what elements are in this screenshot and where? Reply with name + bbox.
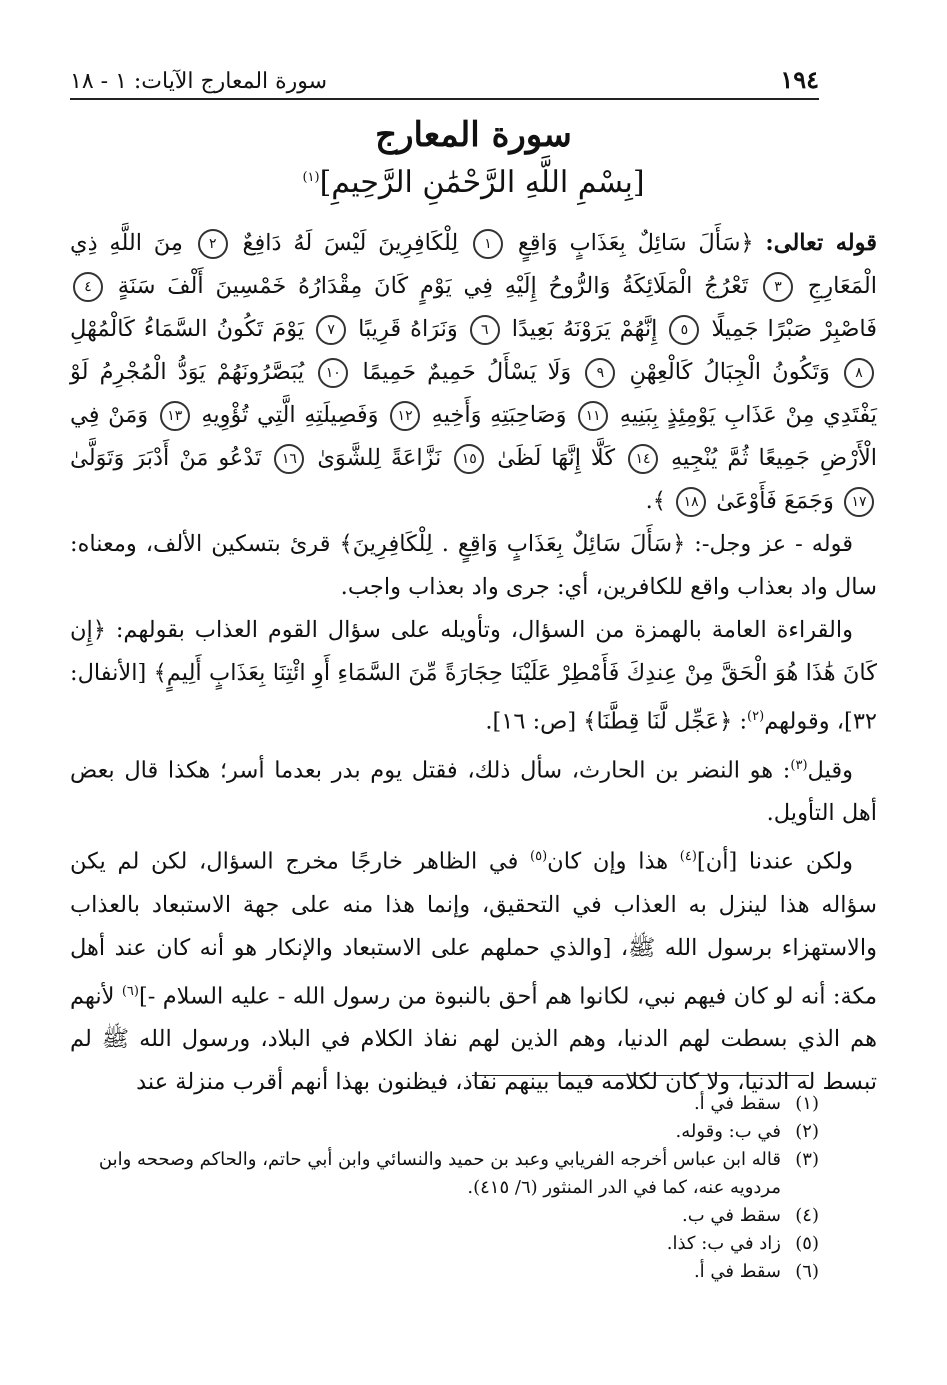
ayah-text: وَفَصِيلَتِهِ الَّتِي تُؤْوِيهِ [201, 402, 379, 428]
footnote-ref: (١) [302, 170, 320, 185]
basmala [0, 165, 947, 200]
paragraph-text: ولكن عندنا [أن] [696, 848, 853, 875]
ayah-text: فَاصْبِرْ صَبْرًا جَمِيلًا [711, 316, 878, 342]
ayah-text: نَزَّاعَةً لِلشَّوَىٰ [317, 445, 442, 471]
paragraph [70, 744, 877, 836]
paragraph-text: : ﴿عَجِّل لَّنَا قِطَّنَا﴾ [ص: ١٦]. [485, 708, 748, 735]
paragraph-text: لأنهم هم الذي بسطت لهم الدنيا، وهم الذين لهم نفاذ الكلام في البلاد، ورسول الله ﷺ لم تبسط له الدنيا، ولا كان لكلامه فيما بينهم نفاذ، فيظنون بهذا أنهم أقرب منزلة عند [70, 983, 877, 1095]
body-text [70, 222, 877, 1104]
ayah-number-marker: ٤ [73, 272, 103, 302]
ayah-text: كَلَّا إِنَّهَا لَظَىٰ [497, 445, 616, 471]
footnote [60, 1202, 819, 1230]
paragraph-text: في الظاهر خارجًا مخرج السؤال، لكن لم يكن سؤاله هذا لينزل به العذاب في التحقيق، وإنما هذا منه على جهة الاستبعاد بالعذاب والاستهزاء برسول الله ﷺ، [والذي حملهم على الاستبعاد والإنكار هو أنه كان عند أهل مكة: أنه لو كان فيهم نبي، لكانوا هم أحق بالنبوة من رسول الله - عليه السلام -] [70, 848, 877, 1009]
quote-close: ﴾. [645, 488, 666, 514]
ayah-text: وَتَكُونُ الْجِبَالُ كَالْعِهْنِ [629, 359, 830, 385]
paragraph [70, 835, 877, 1104]
footnote-number: (٥) [795, 1233, 819, 1254]
ayah-number-marker: ١٧ [844, 487, 874, 517]
ayah-number-marker: ١٠ [318, 358, 348, 388]
footnote-number: (٣) [795, 1149, 819, 1170]
ayah-number-marker: ٨ [844, 358, 874, 388]
ayah-text: وَجَمَعَ فَأَوْعَىٰ [716, 488, 834, 514]
ayah-number-marker: ١٤ [628, 444, 658, 474]
ayah-number-marker: ١٥ [454, 444, 484, 474]
footnote-text: في ب: وقوله. [675, 1121, 781, 1142]
quran-passage [70, 222, 877, 523]
ayah-text: وَصَاحِبَتِهِ وَأَخِيهِ [431, 402, 567, 428]
ayah-text: وَلَا يَسْأَلُ حَمِيمٌ حَمِيمًا [362, 359, 572, 385]
quote-open: ﴿ [740, 230, 754, 256]
surah-title: سورة المعارج [375, 115, 572, 155]
ayah-text: وَنَرَاهُ قَرِيبًا [358, 316, 458, 342]
paragraph-text: وقيل [807, 757, 853, 783]
footnote-ref: (٥) [530, 849, 548, 864]
ayah-number-marker: ١ [473, 229, 503, 259]
footnote [60, 1118, 819, 1146]
ayah-number-marker: ١١ [578, 401, 608, 431]
passage-lead: قوله تعالى: [765, 230, 878, 256]
ayah-number-marker: ١٣ [160, 401, 190, 431]
ayah-number-marker: ١٢ [390, 401, 420, 431]
running-header [70, 62, 819, 100]
ayat-list [70, 230, 877, 514]
footnote-divider [472, 1075, 809, 1076]
ayah-text: إِنَّهُمْ يَرَوْنَهُ بَعِيدًا [511, 316, 658, 342]
footnote-ref: (٢) [747, 709, 765, 724]
ayah-text: تَعْرُجُ الْمَلَائِكَةُ وَالرُّوحُ إِلَيْهِ فِي يَوْمٍ كَانَ مِقْدَارُهُ خَمْسِينَ أَلْفَ سَنَةٍ [117, 273, 749, 299]
footnote-number: (٤) [795, 1205, 819, 1226]
footnote-text: سقط في ب. [682, 1205, 781, 1226]
footnote-ref: (٦) [121, 983, 139, 999]
ayah-text: لِلْكَافِرِينَ لَيْسَ لَهُ دَافِعٌ [242, 230, 459, 256]
footnote-number: (٦) [795, 1261, 819, 1282]
footnote-text: سقط في أ. [693, 1093, 781, 1114]
footnote-ref: (٤) [679, 849, 697, 864]
paragraph-text: : هو النضر بن الحارث، سأل ذلك، فقتل يوم بدر بعدما أسر؛ هكذا قال بعض أهل التأويل. [70, 757, 877, 826]
running-title: سورة المعارج الآيات: ١ - ١٨ [70, 69, 328, 94]
footnote-text: سقط في أ. [693, 1261, 781, 1282]
page-number: ١٩٤ [780, 65, 819, 94]
paragraph: قوله - عز وجل-: ﴿سَأَلَ سَائِلٌ بِعَذَابٍ وَاقِعٍ . لِلْكَافِرِينَ﴾ قرئ بتسكين الألف، ومعناه: سال واد بعذاب واقع للكافرين، أي: جرى واد بعذاب واجب. [70, 531, 877, 600]
ayah-text: مِنَ اللَّهِ ذِي الْمَعَارِجِ [70, 230, 877, 299]
footnote-text: قاله ابن عباس أخرجه الفريابي وعبد بن حميد والنسائي وابن أبي حاتم، والحاكم وصححه وابن مردويه عنه، كما في الدر المنثور (٦/ ٤١٥). [98, 1149, 781, 1198]
footnote-number: (٢) [795, 1121, 819, 1142]
ayah-text: تَدْعُو مَنْ أَدْبَرَ وَتَوَلَّىٰ [70, 445, 262, 471]
ayah-number-marker: ٦ [470, 315, 500, 345]
ayah-number-marker: ١٨ [676, 487, 706, 517]
ayah-number-marker: ١٦ [274, 444, 304, 474]
basmala-text: [بِسْمِ اللَّهِ الرَّحْمَٰنِ الرَّحِيمِ] [319, 165, 645, 200]
footnotes [60, 1090, 819, 1286]
ayah-text: وَمَنْ فِي الْأَرْضِ جَمِيعًا ثُمَّ يُنْجِيهِ [70, 402, 878, 471]
ayah-number-marker: ٥ [669, 315, 699, 345]
ayah-text: يَوْمَ تَكُونُ السَّمَاءُ كَالْمُهْلِ [70, 316, 305, 342]
ayah-text: يُبَصَّرُونَهُمْ يَوَدُّ الْمُجْرِمُ لَوْ يَفْتَدِي مِنْ عَذَابِ يَوْمِئِذٍ بِبَنِيهِ [70, 359, 877, 428]
ayah-number-marker: ٣ [763, 272, 793, 302]
paragraph-text: هذا وإن كان [547, 848, 680, 875]
ayah-number-marker: ٩ [585, 358, 615, 388]
paragraph [70, 609, 877, 744]
footnote [60, 1230, 819, 1258]
footnote-number: (١) [795, 1093, 819, 1114]
footnote [60, 1258, 819, 1286]
ayah-number-marker: ٢ [198, 229, 228, 259]
footnote [60, 1146, 819, 1202]
paragraph-text: والقراءة العامة بالهمزة من السؤال، وتأويله على سؤال القوم العذاب بقولهم: ﴿إِن كَانَ هَٰذَا هُوَ الْحَقَّ مِنْ عِندِكَ فَأَمْطِرْ عَلَيْنَا حِجَارَةً مِّنَ السَّمَاءِ أَوِ ائْتِنَا بِعَذَابٍ أَلِيمٍ﴾ [الأنفال: ٣٢]، وقولهم [70, 617, 877, 735]
ayah-number-marker: ٧ [316, 315, 346, 345]
footnote-ref: (٣) [790, 757, 808, 773]
footnote-text: زاد في ب: كذا. [666, 1233, 781, 1254]
ayah-text: سَأَلَ سَائِلٌ بِعَذَابٍ وَاقِعٍ [517, 230, 741, 256]
footnote [60, 1090, 819, 1118]
